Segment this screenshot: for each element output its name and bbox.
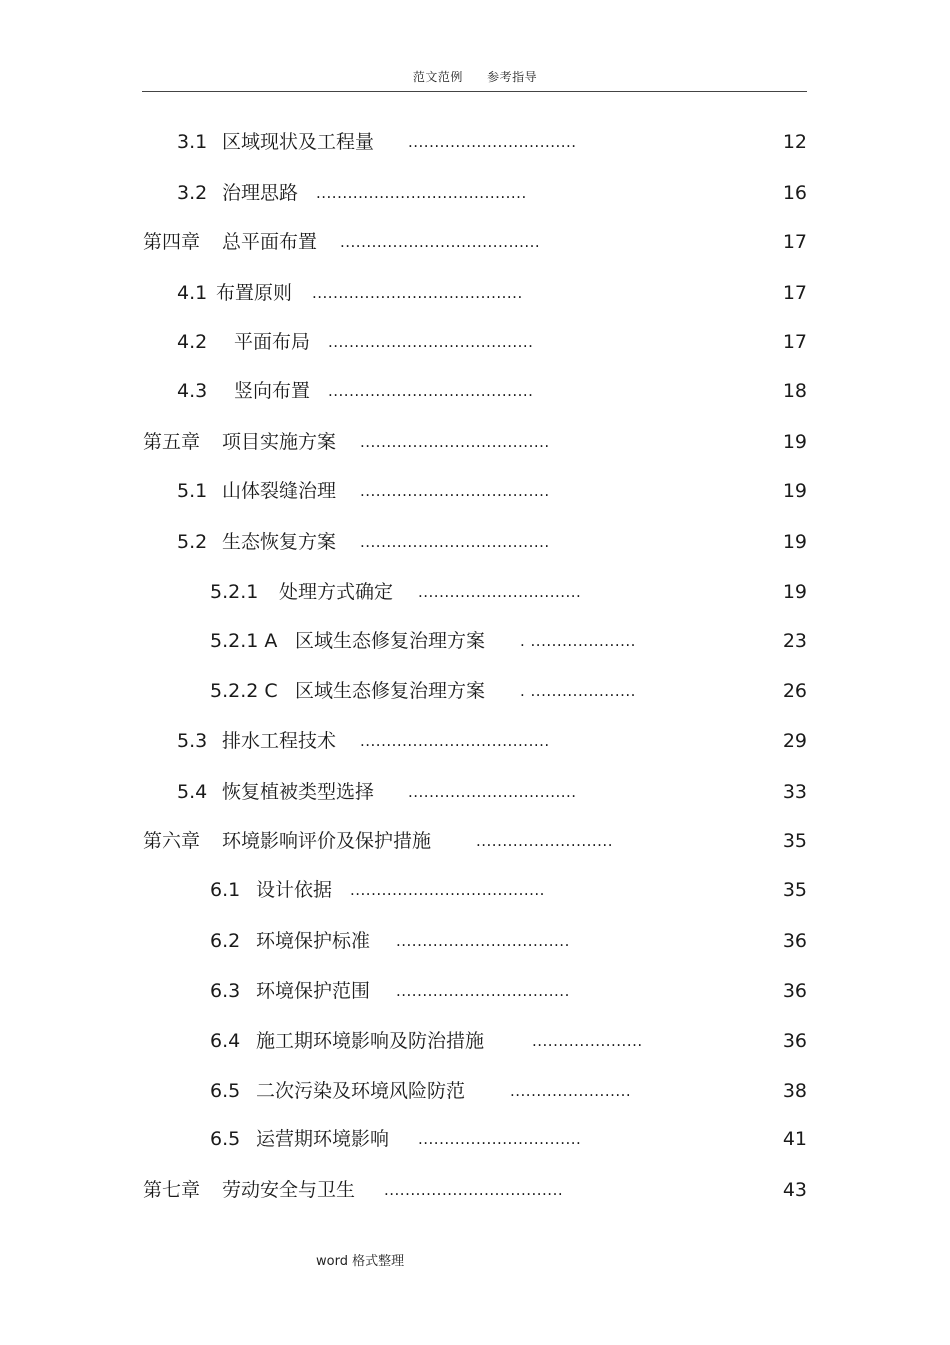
toc-entry-title: 环境影响评价及保护措施 (222, 830, 432, 852)
toc-entry-page-number: 19 (782, 581, 807, 603)
toc-entry-leader: ................................ (408, 783, 577, 801)
toc-entry-leader: ...................................... (340, 233, 541, 251)
toc-entry-page-number: 17 (782, 231, 807, 253)
toc-entry-number: 第五章 (143, 431, 201, 453)
toc-entry (0, 477, 950, 505)
toc-entry (0, 876, 950, 904)
toc-entry-leader: ............................... (418, 583, 582, 601)
toc-entry-title: 施工期环境影响及防治措施 (256, 1030, 485, 1052)
page-footer: word 格式整理 (316, 1254, 405, 1269)
toc-entry-title: 治理思路 (222, 182, 299, 204)
toc-entry-leader: ............................... (418, 1130, 582, 1148)
toc-entry-page-number: 16 (782, 182, 807, 204)
toc-entry (0, 627, 950, 655)
toc-entry-leader: ................................. (396, 982, 570, 1000)
toc-entry-title: 区域现状及工程量 (222, 131, 375, 153)
toc-entry-page-number: 38 (782, 1080, 807, 1102)
toc-entry (0, 827, 950, 855)
toc-entry-page-number: 36 (782, 1030, 807, 1052)
toc-entry-leader: ........................................ (316, 184, 527, 202)
toc-entry-title: 设计依据 (256, 879, 333, 901)
toc-entry-title: 运营期环境影响 (256, 1128, 390, 1150)
toc-entry-page-number: 17 (782, 331, 807, 353)
toc-entry-title: 排水工程技术 (222, 730, 337, 752)
toc-entry-page-number: 41 (782, 1128, 807, 1150)
toc-entry-page-number: 35 (782, 830, 807, 852)
toc-entry-leader: .................................... (360, 732, 550, 750)
toc-entry-leader: .................................... (360, 433, 550, 451)
toc-entry-page-number: 29 (782, 730, 807, 752)
toc-entry-number: 6.2 (210, 930, 241, 952)
toc-entry-leader: .................................. (384, 1181, 564, 1199)
toc-entry-title: 布置原则 (216, 282, 293, 304)
toc-entry-page-number: 12 (782, 131, 807, 153)
toc-entry-number: 6.5 (210, 1128, 241, 1150)
toc-entry-title: 处理方式确定 (279, 581, 394, 603)
toc-entry-leader: . .................... (520, 632, 636, 650)
toc-entry-number: 第七章 (143, 1179, 201, 1201)
toc-entry-leader: .................................... (360, 533, 550, 551)
toc-entry (0, 927, 950, 955)
toc-entry-leader: .................................... (360, 482, 550, 500)
toc-entry (0, 1027, 950, 1055)
toc-entry-number: 5.2.1 A (210, 630, 278, 652)
toc-entry-page-number: 26 (782, 680, 807, 702)
toc-entry-page-number: 19 (782, 531, 807, 553)
toc-entry-leader: .......................... (476, 832, 613, 850)
toc-entry-leader: ....................................... (328, 382, 534, 400)
toc-entry-number: 4.1 (177, 282, 208, 304)
toc-entry-number: 5.2.2 C (210, 680, 278, 702)
toc-entry-leader: ....................... (510, 1082, 632, 1100)
toc-entry-number: 6.1 (210, 879, 241, 901)
toc-entry (0, 377, 950, 405)
toc-entry-leader: ..................... (532, 1032, 643, 1050)
toc-entry (0, 328, 950, 356)
toc-entry-page-number: 36 (782, 930, 807, 952)
toc-entry (0, 1077, 950, 1105)
toc-entry (0, 128, 950, 156)
toc-entry-number: 5.2 (177, 531, 208, 553)
toc-entry-page-number: 43 (782, 1179, 807, 1201)
toc-entry (0, 778, 950, 806)
header-right-text: 参考指导 (487, 70, 538, 84)
toc-entry-page-number: 18 (782, 380, 807, 402)
toc-entry-number: 第四章 (143, 231, 201, 253)
toc-entry-page-number: 33 (782, 781, 807, 803)
toc-entry-number: 5.2.1 (210, 581, 259, 603)
toc-entry-number: 4.2 (177, 331, 208, 353)
toc-entry-title: 二次污染及环境风险防范 (256, 1080, 466, 1102)
toc-entry-title: 恢复植被类型选择 (222, 781, 375, 803)
toc-entry-leader: . .................... (520, 682, 636, 700)
toc-entry-title: 区域生态修复治理方案 (295, 630, 486, 652)
toc-entry-title: 环境保护标准 (256, 930, 371, 952)
toc-entry-number: 5.1 (177, 480, 208, 502)
toc-entry-page-number: 17 (782, 282, 807, 304)
toc-entry (0, 428, 950, 456)
toc-entry (0, 1176, 950, 1204)
toc-entry-title: 环境保护范围 (256, 980, 371, 1002)
toc-entry-number: 6.4 (210, 1030, 241, 1052)
toc-entry-title: 项目实施方案 (222, 431, 337, 453)
toc-entry-leader: ........................................ (312, 284, 523, 302)
toc-entry-page-number: 36 (782, 980, 807, 1002)
toc-entry-title: 总平面布置 (222, 231, 318, 253)
toc-entry-title: 劳动安全与卫生 (222, 1179, 356, 1201)
toc-entry (0, 528, 950, 556)
toc-entry-title: 生态恢复方案 (222, 531, 337, 553)
toc-entry (0, 677, 950, 705)
toc-entry-number: 第六章 (143, 830, 201, 852)
toc-entry (0, 228, 950, 256)
toc-entry (0, 727, 950, 755)
toc-entry-number: 5.3 (177, 730, 208, 752)
header-left-text: 范文范例 (412, 70, 463, 84)
toc-entry (0, 179, 950, 207)
toc-entry (0, 977, 950, 1005)
toc-entry-number: 3.1 (177, 131, 208, 153)
toc-entry-page-number: 19 (782, 480, 807, 502)
toc-entry-page-number: 19 (782, 431, 807, 453)
toc-entry-leader: ................................. (396, 932, 570, 950)
toc-entry-leader: ..................................... (350, 881, 545, 899)
toc-entry (0, 578, 950, 606)
toc-entry-title: 山体裂缝治理 (222, 480, 337, 502)
toc-entry-number: 4.3 (177, 380, 208, 402)
toc-entry-number: 3.2 (177, 182, 208, 204)
toc-entry-page-number: 35 (782, 879, 807, 901)
toc-entry-number: 6.5 (210, 1080, 241, 1102)
toc-entry (0, 1125, 950, 1153)
toc-entry-title: 区域生态修复治理方案 (295, 680, 486, 702)
toc-entry-leader: ....................................... (328, 333, 534, 351)
toc-entry-title: 平面布局 (234, 331, 311, 353)
toc-entry-number: 6.3 (210, 980, 241, 1002)
toc-entry (0, 279, 950, 307)
toc-entry-leader: ................................ (408, 133, 577, 151)
toc-entry-number: 5.4 (177, 781, 208, 803)
toc-entry-title: 竖向布置 (234, 380, 311, 402)
toc-entry-page-number: 23 (782, 630, 807, 652)
